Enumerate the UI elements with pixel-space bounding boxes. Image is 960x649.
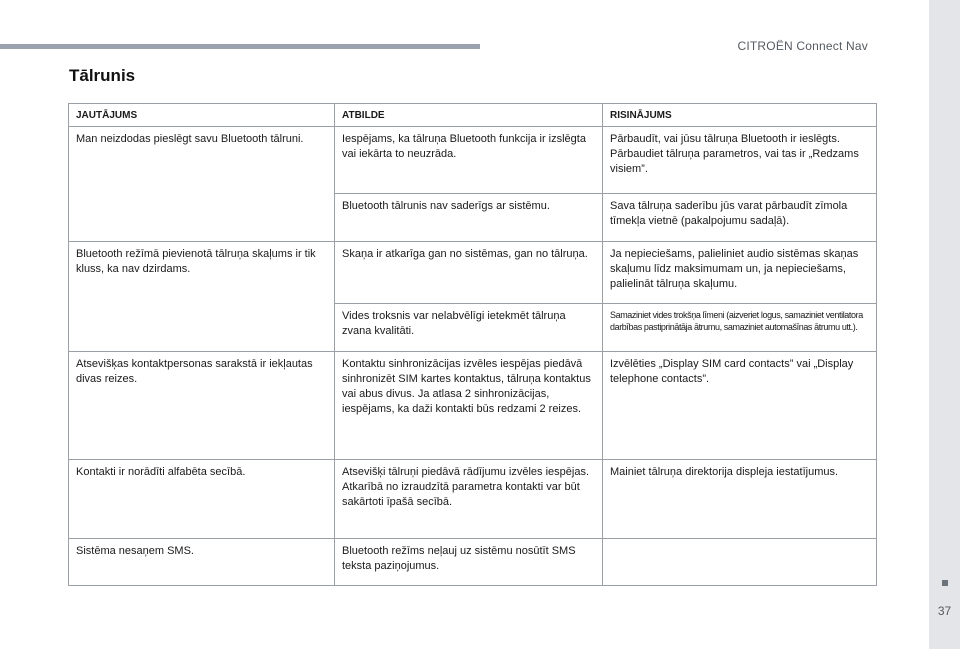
answer-cell: Vides troksnis var nelabvēlīgi ietekmēt tālruņa zvana kvalitāti. — [335, 304, 603, 352]
table-header-row — [69, 104, 877, 127]
side-margin-strip — [929, 0, 960, 649]
page-title: Tālrunis — [69, 66, 136, 85]
answer-cell: Skaņa ir atkarīga gan no sistēmas, gan no tālruņa. — [335, 242, 603, 304]
table-row — [69, 539, 877, 586]
solution-cell: Sava tālruņa saderību jūs varat pārbaudīt zīmola tīmekļa vietnē (pakalpojumu sadaļā). — [603, 194, 877, 242]
answer-cell: Bluetooth tālrunis nav saderīgs ar sistēmu. — [335, 194, 603, 242]
question-cell: Bluetooth režīmā pievienotā tālruņa skaļums ir tik kluss, ka nav dzirdams. — [69, 242, 335, 352]
question-cell: Sistēma nesaņem SMS. — [69, 539, 335, 586]
answer-cell: Kontaktu sinhronizācijas izvēles iespējas piedāvā sinhronizēt SIM kartes kontaktus, tālruņa kontaktus vai abus divus. Ja atlasa 2 sinhronizācijas, iespējams, ka daži kontakti būs redzami 2 reizes. — [335, 352, 603, 460]
table-row — [69, 242, 877, 304]
column-header-solution: RISINĀJUMS — [603, 104, 877, 127]
solution-cell: Ja nepieciešams, palieliniet audio sistēmas skaņas skaļumu līdz maksimumam un, ja nepieciešams, palielināt tālruņa skaļumu. — [603, 242, 877, 304]
solution-cell: Mainiet tālruņa direktorija displeja iestatījumus. — [603, 460, 877, 539]
answer-cell: Iespējams, ka tālruņa Bluetooth funkcija ir izslēgta vai iekārta to neuzrāda. — [335, 127, 603, 194]
brand-label: CITROËN Connect Nav — [737, 39, 868, 53]
question-cell: Kontakti ir norādīti alfabēta secībā. — [69, 460, 335, 539]
faq-table — [68, 103, 877, 586]
table-row — [69, 460, 877, 539]
answer-cell: Bluetooth režīms neļauj uz sistēmu nosūtīt SMS teksta paziņojumus. — [335, 539, 603, 586]
question-cell: Atsevišķas kontaktpersonas sarakstā ir iekļautas divas reizes. — [69, 352, 335, 460]
answer-cell: Atsevišķi tālruņi piedāvā rādījumu izvēles iespējas. Atkarībā no izraudzītā parametra kontakti var būt sakārtoti īpašā secībā. — [335, 460, 603, 539]
page-number: 37 — [937, 604, 952, 618]
table-row — [69, 127, 877, 194]
solution-cell: Samaziniet vides trokšņa līmeni (aizveriet logus, samaziniet ventilatora darbības pastiprinātāja ātrumu, samaziniet automašīnas ātrumu utt.). — [603, 304, 877, 352]
solution-cell — [603, 539, 877, 586]
solution-cell: Pārbaudīt, vai jūsu tālruņa Bluetooth ir ieslēgts. Pārbaudiet tālruņa parametros, vai tas ir „Redzams visiem”. — [603, 127, 877, 194]
question-cell: Man neizdodas pieslēgt savu Bluetooth tālruni. — [69, 127, 335, 242]
header-rule — [0, 44, 480, 49]
column-header-question: JAUTĀJUMS — [69, 104, 335, 127]
table-row — [69, 352, 877, 460]
solution-cell: Izvēlēties „Display SIM card contacts” vai „Display telephone contacts”. — [603, 352, 877, 460]
continuation-marker — [942, 580, 948, 586]
column-header-answer: ATBILDE — [335, 104, 603, 127]
